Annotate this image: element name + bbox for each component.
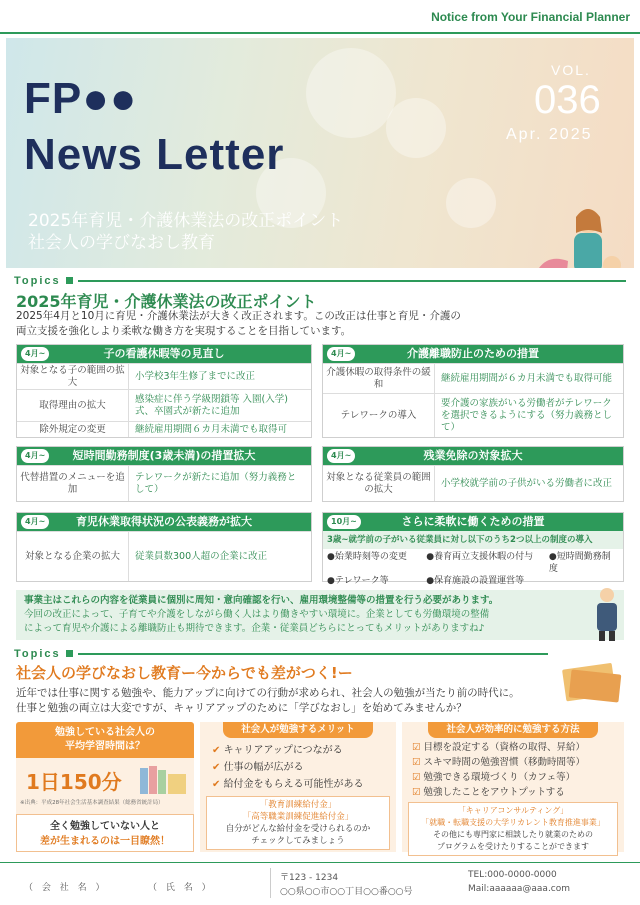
methods-box [402,722,624,852]
merit-item: 仕事の幅が広がる [223,762,304,773]
family-illustration [526,203,634,268]
row-label: 対象となる子の範囲の拡大 [17,364,129,389]
checkbox-icon: ☑ [412,787,424,798]
row-label: 介護休暇の取得条件の緩和 [323,364,435,393]
row-value: 小学校3年生修了までに改正 [135,370,256,382]
source-note: ※出典：平成28年社会生活基本調査結果（総務省統計局） [20,800,164,806]
bokeh-circle [386,98,446,158]
check-icon: ✔ [212,779,224,790]
card-title: 残業免除の対象拡大 [423,449,523,462]
row-value: 継続雇用期間６カ月未満でも取得可 [135,423,288,435]
note-line: 事業主はこれらの内容を従業員に個別に周知・意向確認を行い、雇用環境整備等の措置を行う必要があります。 [24,595,499,606]
date-badge: 4月~ [21,449,49,463]
checkbox-icon: ☑ [412,772,424,783]
issue-date: Apr. 2025 [506,126,593,143]
card-care-turnover-prevention [322,344,624,438]
check-icon: ✔ [212,762,224,773]
section2-intro: 近年では仕事に関する勉強や、能力アップに向けての行動が求められ、社会人の勉強が当たり前の時代に。 [16,687,520,699]
company-name: （ 会 社 名 ） [24,883,108,893]
card-title: さらに柔軟に働くための措置 [401,515,545,528]
volume-label: VOL. [551,62,591,78]
box-title: 平均学習時間は？ [65,741,145,752]
card-short-time-work [16,446,312,502]
hero-subtitle: 社会人の学びなおし教育 [28,233,215,253]
worker-illustration [588,585,626,641]
divider-line [78,653,548,655]
study-time-box [16,722,194,852]
section1-intro: 両立支援を強化しより柔軟な働き方を実現することを目指しています。 [16,325,352,337]
support-tag: 「就職・転職支援の大学リカレント教育推進事業」 [421,818,605,827]
bokeh-circle [306,48,396,138]
topics-square [66,277,73,284]
support-tag: 「キャリアコンサルティング」 [457,806,569,815]
logo-subtitle: News Letter [24,130,285,179]
card-disclosure-obligation [16,512,312,582]
support-text: プログラムを受けたりすることができます [437,842,589,851]
card-overtime-exemption [322,446,624,502]
study-time-value: 1日150分 [26,770,122,794]
person-name: （ 氏 名 ） [148,883,214,893]
notice-text: Notice from Your Financial Planner [431,10,630,24]
hero-banner [6,38,634,268]
phone: TEL:000-0000-0000 [468,870,557,880]
box-title: 社会人が効率的に勉強する方法 [428,722,598,738]
section1-title: 2025年育児・介護休業法の改正ポイント [16,292,317,311]
note-line: によって育児や介護による離職防止も期待できます。企業・従業員どちらにとってもメリットがありますね♪ [24,623,485,634]
footer-separator [270,868,271,898]
row-value: 感染症に伴う学級閉鎖等 入園(入学)式、卒園式が新たに追加 [135,393,288,417]
topics-label: Topics [14,648,61,660]
measure-item: ●保育施設の設置運営等 [426,576,525,586]
section1-intro: 2025年4月と10月に育児・介護休業法が大きく改正されます。この改正は仕事と育児・介護の [16,310,461,322]
card-title: 育児休業取得状況の公表義務が拡大 [76,515,252,528]
note-box [16,590,624,640]
card-child-nursing-leave [16,344,312,438]
card-lead: 3歳~就学前の子がいる従業員に対し以下のうち2つ以上の制度の導入 [323,531,623,549]
email: Mail:aaaaaa@aaa.com [468,884,571,894]
checkbox-icon: ☑ [412,757,424,768]
merits-box [200,722,396,852]
topics-square [66,650,73,657]
method-item: 勉強できる環境づくり（カフェ等） [423,772,576,783]
address: ○○県○○市○○丁目○○番○○号 [280,887,413,897]
measure-item: ●養育両立支援休暇の付与 [426,552,534,562]
method-item: 目標を設定する（資格の取得、昇給） [423,742,586,753]
section2-title: 社会人の学びなおし教育ー今からでも差がつく!ー [16,664,353,682]
books-illustration [560,660,626,704]
card-flexible-work-measures [322,512,624,586]
row-label: テレワークの導入 [323,394,435,437]
benefit-text: チェックしてみましょう [251,836,345,846]
box-title: 勉強している社会人の [55,727,155,738]
measure-item: ●テレワーク等 [327,576,389,586]
row-value: 従業員数300人超の企業に改正 [135,550,268,562]
card-title: 短時間勤務制度(3歳未満)の措置拡大 [72,449,256,462]
date-badge: 10月~ [327,515,361,529]
row-value: 要介護の家族がいる労働者がテレワークを選択できるようにする（努力義務として） [441,397,613,433]
note-line: 今回の改正によって、子育てや介護をしながら働く人はより働きやすい環境に。企業としても労働環境の整備 [24,609,490,620]
row-label: 対象となる企業の拡大 [17,532,129,581]
benefit-tag: 「教育訓練給付金」 [259,800,337,810]
method-item: スキマ時間の勉強習慣（移動時間等） [423,757,586,768]
measure-item: ●短時間勤務制度 [548,552,611,574]
row-label: 取得理由の拡大 [17,390,129,421]
date-badge: 4月~ [21,347,49,361]
box-title: 社会人が勉強するメリット [223,722,373,738]
checkbox-icon: ☑ [412,742,424,753]
section2-intro: 仕事と勉強の両立は大変ですが、キャリアアップのために「学びなおし」を始めてみませんか？ [16,702,467,714]
box-bottom-text: 差が生まれるのは一目瞭然！ [40,836,170,847]
check-icon: ✔ [212,745,224,756]
date-badge: 4月~ [21,515,49,529]
topics-label: Topics [14,275,61,287]
bokeh-circle [446,178,496,228]
measure-item: ●始業時刻等の変更 [327,552,407,562]
volume-number: 036 [534,78,601,122]
method-item: 勉強したことをアウトプットする [423,787,565,798]
footer-divider [0,862,640,863]
date-badge: 4月~ [327,449,355,463]
benefit-text: 自分がどんな給付金を受けられるのか [225,824,371,834]
row-value: テレワークが新たに追加（努力義務として） [135,471,297,495]
desk-illustration [136,764,190,796]
divider-line [78,280,626,282]
date-badge: 4月~ [327,347,355,361]
row-value: 継続雇用期間が６カ月未満でも取得可能 [441,372,613,384]
benefit-tag: 「高等職業訓練促進給付金」 [242,812,354,822]
card-title: 子の看護休暇等の見直し [103,347,225,360]
hero-subtitle: 2025年育児・介護休業法の改正ポイント [28,211,344,231]
card-title: 介護離職防止のための措置 [407,347,539,360]
row-label: 除外規定の変更 [17,422,129,437]
logo-title: FP●● [24,74,138,123]
support-text: その他にも専門家に相談したり就業のための [433,830,593,839]
postal-code: 〒123 - 1234 [280,873,339,883]
row-value: 小学校就学前の子供がいる労働者に改正 [441,477,613,489]
row-label: 対象となる従業員の範囲の拡大 [323,466,435,501]
box-bottom-text: 全く勉強していない人と [50,821,160,832]
row-label: 代替措置のメニューを追加 [17,466,129,501]
merit-item: キャリアアップにつながる [223,745,343,756]
merit-item: 給付金をもらえる可能性がある [223,779,364,790]
